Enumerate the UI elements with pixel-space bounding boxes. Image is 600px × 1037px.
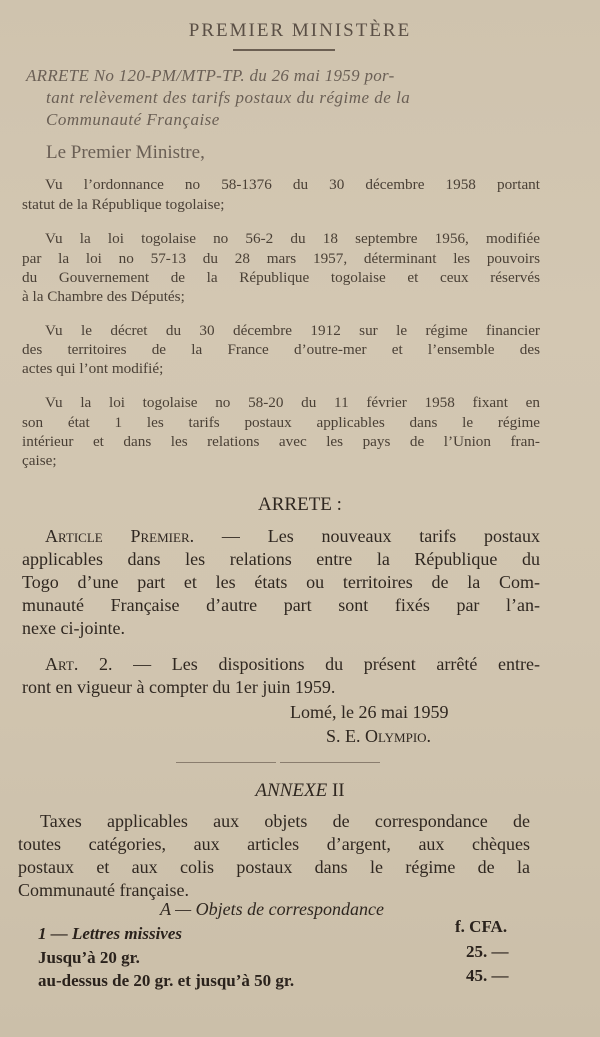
annexe-intro-line-4: Communauté française. <box>18 880 189 900</box>
annexe-heading <box>0 780 600 802</box>
heading-rule <box>233 49 335 51</box>
decree-title-line-1: ARRETE No 120-PM/MTP-TP. du 26 mai 1959 por- <box>26 66 395 85</box>
consideration-1-line-1: Vu l’ordonnance no 58-1376 du 30 décembre 1958 portant <box>45 176 540 193</box>
section-a-heading: A — Objets de correspondance <box>160 899 384 919</box>
article-1-line-5: nexe ci-jointe. <box>22 618 125 638</box>
consideration-4-line-2: son état 1 les tarifs postaux applicables dans le régime <box>22 414 540 431</box>
article-1-label: Article Premier. <box>45 526 195 546</box>
category-heading: 1 — Lettres missives <box>38 924 183 943</box>
decision-heading: ARRETE : <box>258 494 342 515</box>
consideration-2-line-3: du Gouvernement de la République togolaise et ceux réservés <box>22 269 540 286</box>
article-1-line-1 <box>45 526 540 547</box>
annexe-intro-line-1: Taxes applicables aux objets de correspondance de <box>40 811 530 831</box>
currency-header: f. CFA. <box>455 917 508 936</box>
place-date: Lomé, le 26 mai 1959 <box>290 702 449 722</box>
annexe-heading-label: ANNEXE <box>255 780 328 801</box>
table-row-value: 25. — <box>466 942 509 961</box>
consideration-4-line-4: çaise; <box>22 452 57 469</box>
consideration-4-line-1: Vu la loi togolaise no 58-20 du 11 février 1958 fixant en <box>45 394 540 411</box>
article-2-label: Art. 2. <box>45 654 113 674</box>
article-2-line-2: ront en vigueur à compter du 1er juin 1959. <box>22 677 336 697</box>
annexe-heading-number: II <box>331 780 345 801</box>
decree-title-line-3: Communauté Française <box>46 110 220 129</box>
annexe-intro-line-3: postaux et aux colis postaux dans le régime de la <box>18 857 530 877</box>
article-2-text: — Les dispositions du présent arrêté entre- <box>133 654 540 674</box>
article-2-line-1 <box>45 654 540 675</box>
separator-rule-right <box>280 762 380 763</box>
annexe-intro-line-2: toutes catégories, aux articles d’argent, aux chèques <box>18 834 530 854</box>
consideration-3-line-3: actes qui l’ont modifié; <box>22 360 164 377</box>
article-1-line-4: munauté Française d’autre part sont fixés par l’an- <box>22 595 540 615</box>
article-1-line-2: applicables dans les relations entre la République du <box>22 549 540 569</box>
authority-line: Le Premier Ministre, <box>46 142 205 163</box>
table-row-label: Jusqu’à 20 gr. <box>38 948 140 967</box>
separator-rule-left <box>176 762 276 763</box>
signature: S. E. Olympio. <box>326 726 432 746</box>
table-row-value: 45. — <box>466 966 509 985</box>
table-row-label: au-dessus de 20 gr. et jusqu’à 50 gr. <box>38 971 295 990</box>
consideration-2-line-2: par la loi no 57-13 du 28 mars 1957, déterminant les pouvoirs <box>22 250 540 267</box>
consideration-1-line-2: statut de la République togolaise; <box>22 196 225 213</box>
article-1-line-3: Togo d’une part et les états ou territoires de la Com- <box>22 572 540 592</box>
ministry-heading: PREMIER MINISTÈRE <box>188 20 412 41</box>
article-1-text: — Les nouveaux tarifs postaux <box>221 526 541 546</box>
consideration-2-line-4: à la Chambre des Députés; <box>22 288 185 305</box>
consideration-3-line-1: Vu le décret du 30 décembre 1912 sur le régime financier <box>45 322 540 339</box>
consideration-4-line-3: intérieur et dans les relations avec les pays de l’Union fran- <box>22 433 540 450</box>
consideration-2-line-1: Vu la loi togolaise no 56-2 du 18 septembre 1956, modifiée <box>45 230 540 247</box>
consideration-3-line-2: des territoires de la France d’outre-mer et l’ensemble des <box>22 341 540 358</box>
decree-title-line-2: tant relèvement des tarifs postaux du régime de la <box>46 88 411 107</box>
